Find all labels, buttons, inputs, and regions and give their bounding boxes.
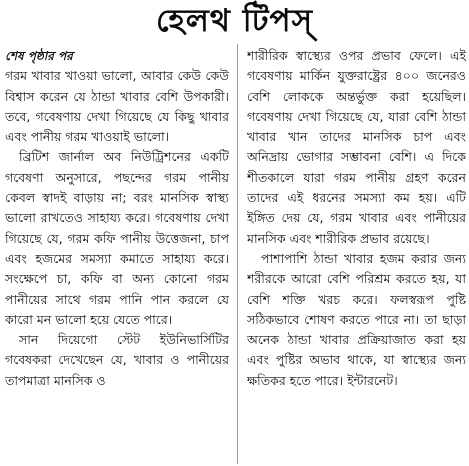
article-paragraph: পাশাপাশি ঠান্ডা খাবার হজম করার জন্য শরীরকে আরো বেশি পরিশ্রম করতে হয়, যা বেশি শক্তি খরচ করে। ফলস্বরূপ পুষ্টি সঠিকভাবে শোষণ করতে পারে না। তা ছাড়া অনেক ঠান্ডা খাবার প্রক্রিয়াজাত করা হয় এবং পুষ্টির অভাব থাকে, যা স্বাস্থ্যের জন্য ক্ষতিকর হতে পারে। ইন্টারনেট। (247, 250, 466, 388)
article-column-right (247, 46, 466, 464)
headline: হেলথ টিপস্ (155, 3, 314, 39)
continued-from-label: শেষ পৃষ্ঠার পর (5, 49, 73, 63)
article-paragraph: সান দিয়েগো স্টেট ইউনিভার্সিটির গবেষকরা দেখেছেন যে, খাবার ও পানীয়ের তাপমাত্রা মানসিক ও (5, 332, 229, 388)
article-paragraph: গরম খাবার খাওয়া ভালো, আবার কেউ কেউ বিশ্বাস করেন যে ঠান্ডা খাবার বেশি উপকারী। তবে, গবেষণায় দেখা গিয়েছে যে কিছু খাবার এবং পানীয় গরম খাওয়াই ভালো। (5, 68, 229, 145)
article-paragraph: শারীরিক স্বাস্থ্যের ওপর প্রভাব ফেলে। এই গবেষণায় মার্কিন যুক্তরাষ্ট্রের ৪০০ জনেরও বেশি লোককে অন্তর্ভুক্ত করা হয়েছিল। গবেষণায় দেখা গিয়েছে যে, যারা বেশি ঠান্ডা খাবার খান তাদের মানসিক চাপ এবং অনিদ্রায় ভোগার সম্ভাবনা বেশি। এ দিকে শীতকালে যারা গরম পানীয় গ্রহণ করেন তাদের এই ধরনের সমস্যা কম হয়। এটি ইঙ্গিত দেয় যে, গরম খাবার এবং পানীয়ের মানসিক এবং শারীরিক প্রভাব রয়েছে। (247, 48, 466, 246)
column-divider (237, 44, 238, 464)
article-column-left (5, 46, 229, 464)
article-paragraph: ব্রিটিশ জার্নাল অব নিউট্রিশনের একটি গবেষণা অনুসারে, পছন্দের গরম পানীয় কেবল স্বাদই বাড়ায় না; বরং মানসিক স্বাস্থ্য ভালো রাখতেও সাহায্য করে। গবেষণায় দেখা গিয়েছে যে, গরম কফি পানীয় উত্তেজনা, চাপ এবং হজমের সমস্যা কমাতে সাহায্য করে। সংক্ষেপে চা, কফি বা অন্য কোনো গরম পানীয়ের সাথে গরম পানি পান করলে যে কারো মন ভালো হয়ে যেতে পারে। (5, 149, 229, 327)
